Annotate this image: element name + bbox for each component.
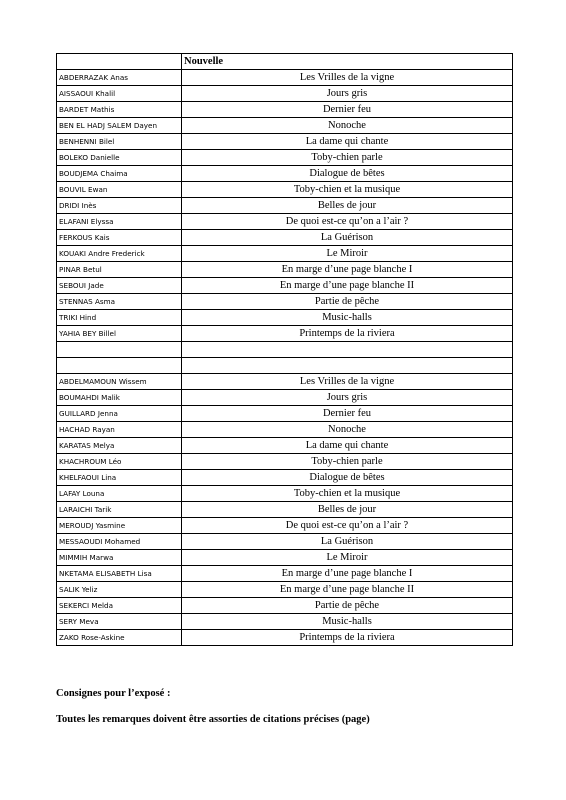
table-row — [57, 582, 513, 598]
student-name: MESSAOUDI Mohamed — [57, 534, 182, 550]
story-title: Printemps de la riviera — [182, 326, 513, 342]
empty-cell — [57, 358, 182, 374]
student-name: SEBOUI Jade — [57, 278, 182, 294]
table-row — [57, 518, 513, 534]
story-title: Nonoche — [182, 118, 513, 134]
student-name: MIMMIH Marwa — [57, 550, 182, 566]
table-row — [57, 246, 513, 262]
student-name: KHELFAOUI Lina — [57, 470, 182, 486]
student-name: YAHIA BEY Billel — [57, 326, 182, 342]
table-row — [57, 230, 513, 246]
student-name: STENNAS Asma — [57, 294, 182, 310]
header-empty-cell — [57, 54, 182, 70]
empty-cell — [57, 342, 182, 358]
table-row — [57, 166, 513, 182]
student-name: NKETAMA ELISABETH Lisa — [57, 566, 182, 582]
story-title: Toby-chien parle — [182, 150, 513, 166]
story-title: Printemps de la riviera — [182, 630, 513, 646]
table-row — [57, 486, 513, 502]
table-row — [57, 598, 513, 614]
table-row — [57, 102, 513, 118]
student-name: ELAFANI Elyssa — [57, 214, 182, 230]
table-row — [57, 534, 513, 550]
table-row — [57, 566, 513, 582]
story-title: Belles de jour — [182, 502, 513, 518]
table-row — [57, 198, 513, 214]
table-row — [57, 438, 513, 454]
student-name: DRIDI Inès — [57, 198, 182, 214]
student-name: BEN EL HADJ SALEM Dayen — [57, 118, 182, 134]
student-name: TRIKI Hind — [57, 310, 182, 326]
table-row — [57, 550, 513, 566]
table-row — [57, 294, 513, 310]
table-row — [57, 86, 513, 102]
table-row — [57, 278, 513, 294]
empty-cell — [182, 342, 513, 358]
table-row — [57, 390, 513, 406]
story-title: En marge d’une page blanche II — [182, 582, 513, 598]
student-name: BENHENNI Bilel — [57, 134, 182, 150]
student-name: HACHAD Rayan — [57, 422, 182, 438]
table-row — [57, 150, 513, 166]
student-name: BOUVIL Ewan — [57, 182, 182, 198]
student-name: BOUDJEMA Chaima — [57, 166, 182, 182]
table-row — [57, 182, 513, 198]
column-header-nouvelle: Nouvelle — [182, 54, 513, 70]
story-title: De quoi est-ce qu’on a l’air ? — [182, 214, 513, 230]
table-row — [57, 502, 513, 518]
table-row — [57, 454, 513, 470]
instructions-text: Toutes les remarques doivent être assorties de citations précises (page) — [56, 714, 370, 725]
table-row — [57, 406, 513, 422]
student-name: SERY Meva — [57, 614, 182, 630]
table-row — [57, 614, 513, 630]
story-title: Dernier feu — [182, 406, 513, 422]
table-row — [57, 374, 513, 390]
table-row — [57, 118, 513, 134]
table-row — [57, 134, 513, 150]
assignment-table — [56, 53, 513, 646]
story-title: Partie de pêche — [182, 598, 513, 614]
story-title: Toby-chien et la musique — [182, 486, 513, 502]
table-header-row — [57, 54, 513, 70]
student-name: KARATAS Melya — [57, 438, 182, 454]
table-row — [57, 262, 513, 278]
table-row — [57, 422, 513, 438]
student-name: ZAKO Rose-Askine — [57, 630, 182, 646]
table-row — [57, 470, 513, 486]
student-name: ABDERRAZAK Anas — [57, 70, 182, 86]
story-title: Jours gris — [182, 390, 513, 406]
student-name: LARAICHI Tarik — [57, 502, 182, 518]
student-name: PINAR Betul — [57, 262, 182, 278]
story-title: Dialogue de bêtes — [182, 470, 513, 486]
story-title: En marge d’une page blanche I — [182, 262, 513, 278]
story-title: Partie de pêche — [182, 294, 513, 310]
story-title: Dernier feu — [182, 102, 513, 118]
story-title: Nonoche — [182, 422, 513, 438]
empty-row — [57, 342, 513, 358]
student-name: MEROUDJ Yasmine — [57, 518, 182, 534]
empty-row — [57, 358, 513, 374]
story-title: Dialogue de bêtes — [182, 166, 513, 182]
story-title: De quoi est-ce qu’on a l’air ? — [182, 518, 513, 534]
instructions-heading: Consignes pour l’exposé : — [56, 688, 171, 699]
story-title: La Guérison — [182, 230, 513, 246]
story-title: Music-halls — [182, 614, 513, 630]
student-name: GUILLARD Jenna — [57, 406, 182, 422]
student-name: KHACHROUM Léo — [57, 454, 182, 470]
student-name: BOLEKO Danielle — [57, 150, 182, 166]
student-name: KOUAKI Andre Frederick — [57, 246, 182, 262]
table-row — [57, 214, 513, 230]
table-row — [57, 630, 513, 646]
story-title: Toby-chien parle — [182, 454, 513, 470]
empty-cell — [182, 358, 513, 374]
story-title: Les Vrilles de la vigne — [182, 374, 513, 390]
story-title: Belles de jour — [182, 198, 513, 214]
student-name: SALIK Yeliz — [57, 582, 182, 598]
student-name: LAFAY Louna — [57, 486, 182, 502]
table-row — [57, 326, 513, 342]
student-name: SEKERCI Melda — [57, 598, 182, 614]
student-name: BARDET Mathis — [57, 102, 182, 118]
assignment-table-body — [57, 54, 513, 646]
story-title: Jours gris — [182, 86, 513, 102]
story-title: Music-halls — [182, 310, 513, 326]
story-title: Les Vrilles de la vigne — [182, 70, 513, 86]
student-name: ABDELMAMOUN Wissem — [57, 374, 182, 390]
student-name: BOUMAHDI Malik — [57, 390, 182, 406]
table-row — [57, 310, 513, 326]
story-title: Toby-chien et la musique — [182, 182, 513, 198]
story-title: En marge d’une page blanche I — [182, 566, 513, 582]
story-title: La dame qui chante — [182, 134, 513, 150]
story-title: Le Miroir — [182, 550, 513, 566]
student-name: FERKOUS Kais — [57, 230, 182, 246]
story-title: La Guérison — [182, 534, 513, 550]
story-title: En marge d’une page blanche II — [182, 278, 513, 294]
student-name: AISSAOUI Khalil — [57, 86, 182, 102]
table-row — [57, 70, 513, 86]
story-title: La dame qui chante — [182, 438, 513, 454]
story-title: Le Miroir — [182, 246, 513, 262]
